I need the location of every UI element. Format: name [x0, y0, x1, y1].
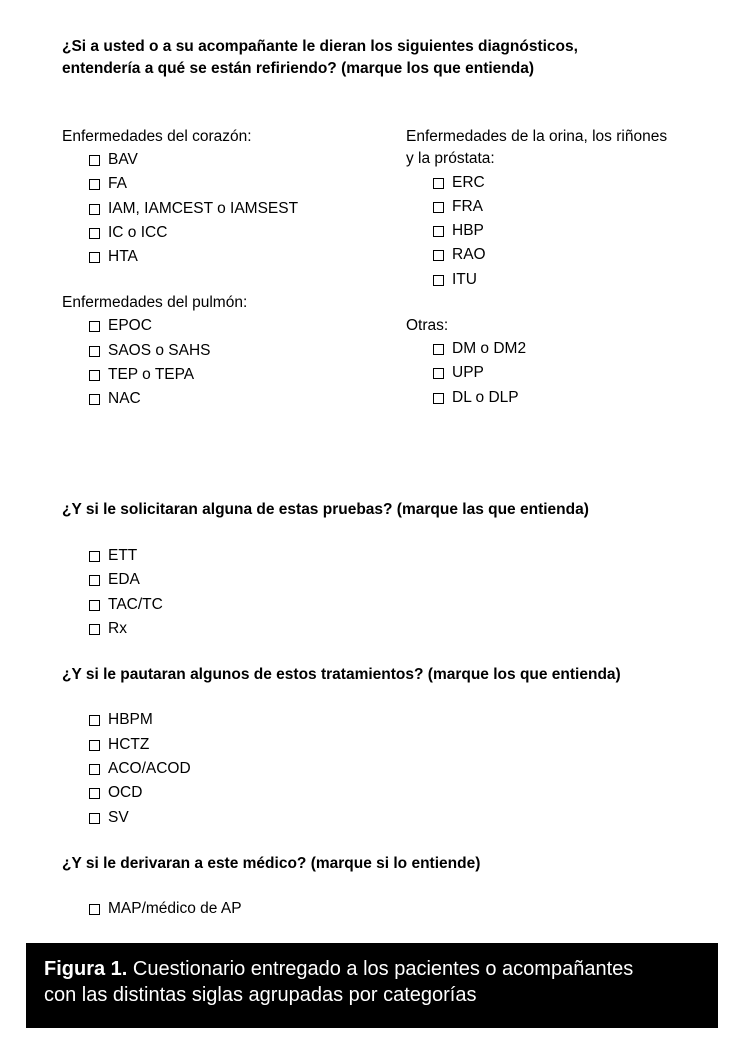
checkbox-option[interactable] — [89, 899, 242, 919]
option-label: OCD — [108, 784, 143, 801]
checkbox-option[interactable] — [433, 388, 519, 408]
caption-figure-label: Figura 1. — [44, 958, 128, 980]
checkbox-option[interactable] — [89, 546, 137, 566]
option-label: SV — [108, 809, 129, 826]
category-kidney-label-line1: Enfermedades de la orina, los riñones — [406, 128, 668, 145]
checkbox-icon[interactable] — [89, 575, 100, 586]
checkbox-option[interactable] — [89, 783, 142, 803]
checkbox-option[interactable] — [89, 341, 211, 361]
option-label: FA — [108, 175, 127, 192]
checkbox-option[interactable] — [89, 174, 127, 194]
checkbox-icon[interactable] — [89, 394, 100, 405]
checkbox-option[interactable] — [433, 270, 477, 290]
option-label: UPP — [452, 364, 484, 381]
question-diagnoses-line1: ¿Si a usted o a su acompañante le dieran los siguientes diagnósticos, — [62, 38, 578, 55]
category-lung-label: Enfermedades del pulmón: — [62, 294, 248, 311]
option-label: EPOC — [108, 317, 152, 334]
option-label: HTA — [108, 248, 138, 265]
checkbox-option[interactable] — [89, 199, 298, 219]
option-label: ETT — [108, 547, 138, 564]
option-label: RAO — [452, 246, 486, 263]
checkbox-icon[interactable] — [89, 715, 100, 726]
option-label: HBPM — [108, 711, 153, 728]
option-label: IC o ICC — [108, 224, 168, 241]
checkbox-option[interactable] — [89, 570, 140, 590]
checkbox-icon[interactable] — [89, 155, 100, 166]
option-label: ERC — [452, 174, 485, 191]
option-label: EDA — [108, 571, 140, 588]
checkbox-option[interactable] — [89, 710, 153, 730]
checkbox-option[interactable] — [433, 197, 483, 217]
checkbox-icon[interactable] — [433, 226, 444, 237]
checkbox-option[interactable] — [433, 245, 486, 265]
checkbox-icon[interactable] — [433, 250, 444, 261]
category-other-label: Otras: — [406, 317, 449, 334]
checkbox-option[interactable] — [433, 173, 485, 193]
checkbox-option[interactable] — [89, 808, 129, 828]
checkbox-icon[interactable] — [89, 551, 100, 562]
question-referral-title: ¿Y si le derivaran a este médico? (marque si lo entiende) — [62, 855, 481, 872]
checkbox-option[interactable] — [433, 221, 484, 241]
checkbox-icon[interactable] — [89, 788, 100, 799]
checkbox-icon[interactable] — [89, 346, 100, 357]
checkbox-icon[interactable] — [433, 275, 444, 286]
checkbox-icon[interactable] — [89, 904, 100, 915]
checkbox-option[interactable] — [89, 316, 152, 336]
option-label: MAP/médico de AP — [108, 900, 242, 917]
checkbox-icon[interactable] — [89, 740, 100, 751]
checkbox-icon[interactable] — [433, 202, 444, 213]
option-label: HBP — [452, 222, 484, 239]
checkbox-icon[interactable] — [89, 179, 100, 190]
option-label: BAV — [108, 151, 138, 168]
caption-text-line2: con las distintas siglas agrupadas por categorías — [44, 984, 477, 1006]
checkbox-option[interactable] — [89, 759, 191, 779]
checkbox-icon[interactable] — [433, 178, 444, 189]
checkbox-option[interactable] — [89, 595, 163, 615]
caption-line1 — [44, 956, 700, 982]
checkbox-option[interactable] — [433, 363, 484, 383]
checkbox-option[interactable] — [89, 735, 149, 755]
category-kidney-label-line2: y la próstata: — [406, 150, 495, 167]
option-label: DL o DLP — [452, 389, 519, 406]
option-label: TEP o TEPA — [108, 366, 195, 383]
checkbox-icon[interactable] — [433, 368, 444, 379]
checkbox-icon[interactable] — [89, 764, 100, 775]
option-label: ACO/ACOD — [108, 760, 191, 777]
option-label: HCTZ — [108, 736, 150, 753]
checkbox-icon[interactable] — [89, 321, 100, 332]
checkbox-option[interactable] — [89, 223, 167, 243]
option-label: NAC — [108, 390, 141, 407]
option-label: SAOS o SAHS — [108, 342, 211, 359]
checkbox-icon[interactable] — [433, 393, 444, 404]
option-label: IAM, IAMCEST o IAMSEST — [108, 200, 299, 217]
option-label: FRA — [452, 198, 483, 215]
checkbox-icon[interactable] — [89, 370, 100, 381]
option-label: Rx — [108, 620, 127, 637]
question-tests-title: ¿Y si le solicitaran alguna de estas pruebas? (marque las que entienda) — [62, 501, 589, 518]
checkbox-icon[interactable] — [89, 624, 100, 635]
checkbox-icon[interactable] — [89, 228, 100, 239]
option-label: DM o DM2 — [452, 340, 527, 357]
question-treatments-title: ¿Y si le pautaran algunos de estos tratamientos? (marque los que entienda) — [62, 666, 621, 683]
checkbox-option[interactable] — [89, 150, 138, 170]
category-heart-label: Enfermedades del corazón: — [62, 128, 252, 145]
checkbox-option[interactable] — [89, 365, 194, 385]
checkbox-option[interactable] — [89, 389, 141, 409]
question-diagnoses-line2: entendería a qué se están refiriendo? (marque los que entienda) — [62, 60, 535, 77]
checkbox-option[interactable] — [89, 619, 127, 639]
question-diagnoses-title — [62, 36, 578, 80]
caption-text-line1: Cuestionario entregado a los pacientes o acompañantes — [132, 958, 634, 980]
checkbox-icon[interactable] — [89, 204, 100, 215]
checkbox-option[interactable] — [433, 339, 526, 359]
checkbox-icon[interactable] — [89, 813, 100, 824]
checkbox-icon[interactable] — [89, 252, 100, 263]
checkbox-option[interactable] — [89, 247, 138, 267]
checkbox-icon[interactable] — [433, 344, 444, 355]
option-label: ITU — [452, 271, 477, 288]
figure-caption — [26, 943, 718, 1028]
checkbox-icon[interactable] — [89, 600, 100, 611]
category-kidney-label — [406, 126, 667, 170]
option-label: TAC/TC — [108, 596, 163, 613]
